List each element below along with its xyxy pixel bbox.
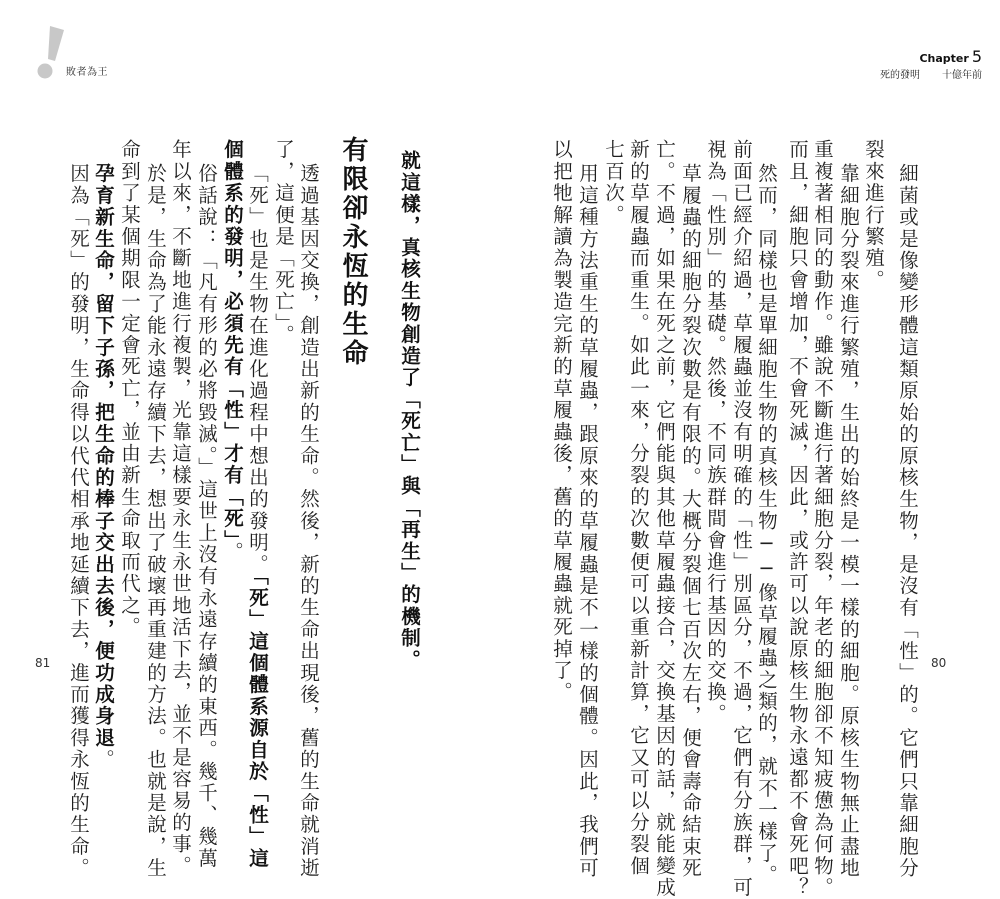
text-column — [221, 139, 243, 563]
intro-sentence: 就這樣，真核生物創造了「死亡」與「再生」的機制。 — [398, 150, 421, 671]
page-number: 80 — [931, 656, 947, 670]
text-column: 俗話說：「凡有形的必將毀滅。」這世上沒有永遠存續的東西。幾千、幾萬 — [195, 163, 218, 870]
text-column: 因為「死」的發明，生命得以代代相承地延續下去，進而獲得永恆的生命。 — [67, 163, 90, 880]
chapter-number: 5 — [971, 47, 982, 66]
bold-text-run: 個體系的發明，必須先有「性」才有「死」 — [221, 139, 244, 542]
text-column: 草履蟲的細胞分裂次數是有限的。大概分裂個七百次左右，便會壽命結束死 — [679, 163, 702, 880]
text-column: 然而，同樣也是單細胞生物的真核生物──像草履蟲之類的，就不一樣了。 — [755, 163, 778, 887]
running-head-chapter — [880, 66, 982, 81]
chapter-label: Chapter — [919, 52, 969, 65]
text-column: 透過基因交換，創造出新的生命。然後，新的生命出現後，舊的生命就消逝 — [297, 163, 320, 880]
running-head-book-title: 敗者為王 — [66, 67, 108, 78]
text-column: 以把牠解讀為製造完新的草履蟲後，舊的草履蟲就死掉了。 — [550, 139, 573, 704]
text-column: 新的草履蟲而重生。如此一來，分裂的次數便可以重新計算，它又可以分裂個 — [627, 139, 650, 877]
text-column: 命到了某個期限一定會死亡，並由新生命取而代之。 — [118, 139, 141, 639]
text-column: 七百次。 — [602, 139, 625, 226]
text-column: 靠細胞分裂來進行繁殖，生出的始終是一模一樣的細胞。原核生物無止盡地 — [837, 163, 860, 880]
text-column: 視為「性別」的基礎。然後，不同族群間會進行基因的交換。 — [704, 139, 727, 725]
text-run: 「死」也是生物在進化過程中想出的發明。 — [246, 163, 269, 576]
right-page — [500, 0, 1000, 899]
text-column — [92, 163, 114, 771]
text-column: 而且，細胞只會增加，不會死滅，因此，或許可以說原核生物永遠都不會死吧？ — [786, 139, 809, 899]
bold-text-run: 孕育新生命，留下子孫，把生命的棒子交出去後，便功成身退 — [92, 163, 115, 749]
text-column: 用這種方法重生的草履蟲，跟原來的草履蟲是不一樣的個體。因此，我們可 — [576, 163, 599, 880]
chapter-marker — [919, 47, 982, 66]
text-column: 前面已經介紹過，草履蟲並沒有明確的「性」別區分，不過，它們有分族群，可 — [730, 139, 753, 899]
text-column: 重複著相同的動作。雖說不斷進行著細胞分裂，年老的細胞卻不知疲憊為何物。 — [811, 139, 834, 899]
running-head-title: 死的發明 — [880, 70, 920, 81]
section-heading: 有限卻永恆的生命 — [338, 136, 368, 368]
text-column: 年以來，不斷地進行複製，光靠這樣要永生永世地活下去，並不是容易的事。 — [169, 139, 192, 877]
exclamation-icon — [36, 26, 66, 80]
text-column: 細菌或是像變形體這類原始的原核生物，是沒有「性」的。它們只靠細胞分 — [896, 163, 919, 880]
text-run: 。 — [92, 748, 115, 771]
text-column: 裂來進行繁殖。 — [862, 139, 885, 291]
bold-text-run: 「死」這個體系源自於「性」這 — [246, 575, 269, 870]
text-run: 。 — [221, 541, 244, 564]
text-column: 亡。不過，如果在死之前，它們能與其他草履蟲接合，交換基因的話，就能變成 — [653, 139, 676, 899]
left-page — [0, 0, 500, 880]
text-column: 了，這便是「死亡」。 — [272, 139, 295, 347]
running-head-era: 十億年前 — [942, 70, 982, 81]
page-number: 81 — [35, 656, 51, 670]
text-column: 於是，生命為了能永遠存續下去，想出了破壞再重建的方法。也就是說，生 — [144, 163, 167, 880]
text-column — [246, 163, 268, 869]
